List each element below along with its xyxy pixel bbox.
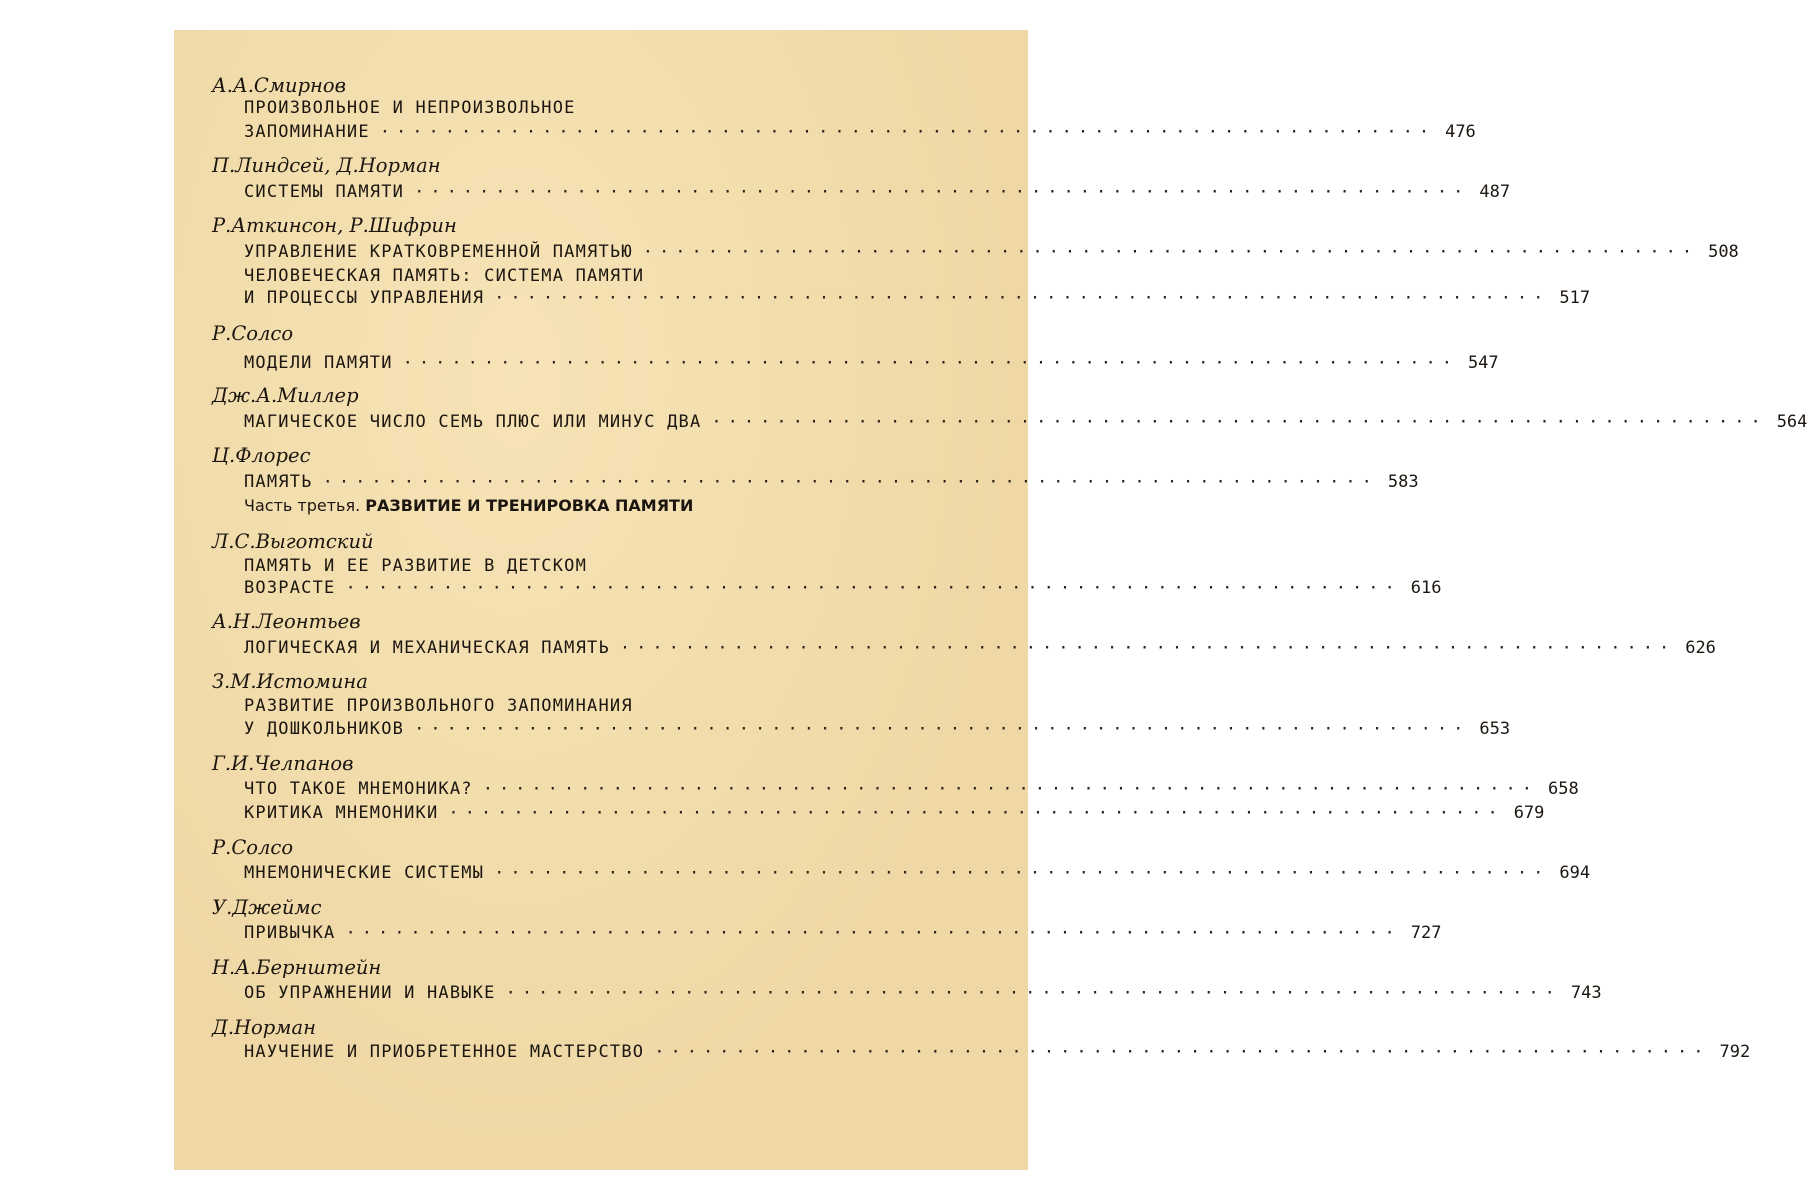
- author-name: Н.А.Бернштейн: [212, 956, 382, 979]
- author-name: А.А.Смирнов: [212, 74, 346, 97]
- toc-entry: [244, 353, 1499, 373]
- page-number: 476: [1445, 122, 1476, 142]
- dot-leader: ·································································: [402, 353, 1458, 373]
- page-number: 653: [1479, 719, 1511, 739]
- page-number: 583: [1387, 472, 1419, 492]
- entry-title: ПАМЯТЬ: [244, 472, 313, 492]
- author-name: Л.С.Выготский: [212, 530, 374, 553]
- dot-leader: ·································································: [322, 472, 1378, 492]
- dot-leader: ·································································: [654, 1042, 1710, 1062]
- page-number: 564: [1776, 412, 1807, 432]
- entry-title: И ПРОЦЕССЫ УПРАВЛЕНИЯ: [244, 288, 485, 308]
- page-number: 792: [1719, 1042, 1751, 1062]
- page-number: 626: [1685, 638, 1716, 658]
- toc-entry: [244, 182, 1511, 202]
- dot-leader: ·································································: [505, 983, 1561, 1003]
- dot-leader: ·································································: [414, 182, 1470, 202]
- toc-entry: [244, 242, 1739, 262]
- entry-title: КРИТИКА МНЕМОНИКИ: [244, 803, 439, 823]
- entry-title: У ДОШКОЛЬНИКОВ: [244, 719, 405, 739]
- author-name: Г.И.Челпанов: [212, 752, 354, 775]
- toc-entry: [244, 803, 1545, 823]
- page-number: 616: [1410, 578, 1442, 598]
- dot-leader: ·································································: [482, 779, 1538, 799]
- toc-entry: [244, 983, 1602, 1003]
- entry-title: УПРАВЛЕНИЕ КРАТКОВРЕМЕННОЙ ПАМЯТЬЮ: [244, 242, 633, 262]
- author-name: З.М.Истомина: [212, 670, 368, 693]
- book-page: [174, 30, 1807, 1170]
- toc-entry: [244, 578, 1442, 598]
- page-number: 727: [1410, 923, 1442, 943]
- entry-title: РАЗВИТИЕ ПРОИЗВОЛЬНОГО ЗАПОМИНАНИЯ: [244, 696, 633, 716]
- dot-leader: ·································································: [494, 288, 1550, 308]
- entry-title: СИСТЕМЫ ПАМЯТИ: [244, 182, 405, 202]
- author-name: Р.Аткинсон, Р.Шифрин: [212, 214, 457, 237]
- page-number: 679: [1513, 803, 1545, 823]
- page-number: 694: [1559, 863, 1591, 883]
- toc-entry: [244, 288, 1591, 308]
- entry-title: МОДЕЛИ ПАМЯТИ: [244, 353, 393, 373]
- entry-title: ОБ УПРАЖНЕНИИ И НАВЫКЕ: [244, 983, 496, 1003]
- dot-leader: ·································································: [345, 923, 1401, 943]
- toc-entry: [244, 1042, 1751, 1062]
- entry-title: ВОЗРАСТЕ: [244, 578, 336, 598]
- author-name: Дж.А.Миллер: [212, 384, 359, 407]
- part-heading: [244, 496, 693, 515]
- page-number: 487: [1479, 182, 1511, 202]
- author-name: А.Н.Леонтьев: [212, 610, 361, 633]
- part-label: Часть третья.: [244, 496, 361, 515]
- dot-leader: ·································································: [345, 578, 1401, 598]
- dot-leader: ·································································: [448, 803, 1504, 823]
- author-name: Ц.Флорес: [212, 444, 311, 467]
- page-number: 508: [1708, 242, 1739, 262]
- entry-title: ЧЕЛОВЕЧЕСКАЯ ПАМЯТЬ: СИСТЕМА ПАМЯТИ: [244, 266, 645, 286]
- dot-leader: ·································································: [379, 122, 1436, 142]
- entry-title: МНЕМОНИЧЕСКИЕ СИСТЕМЫ: [244, 863, 485, 883]
- entry-title: ПРИВЫЧКА: [244, 923, 336, 943]
- toc-entry: [244, 863, 1591, 883]
- author-name: Р.Солсо: [212, 322, 294, 345]
- entry-title: ПРОИЗВОЛЬНОЕ И НЕПРОИЗВОЛЬНОЕ: [244, 98, 576, 118]
- toc-entry: [244, 923, 1442, 943]
- toc-entry: [244, 472, 1419, 492]
- dot-leader: ·································································: [619, 638, 1676, 658]
- dot-leader: ·································································: [642, 242, 1699, 262]
- author-name: Д.Норман: [212, 1016, 316, 1039]
- page-number: 658: [1547, 779, 1579, 799]
- toc-entry: [244, 719, 1511, 739]
- toc-entry: [244, 412, 1807, 432]
- page-number: 547: [1467, 353, 1499, 373]
- author-name: У.Джеймс: [212, 896, 322, 919]
- entry-title: ЧТО ТАКОЕ МНЕМОНИКА?: [244, 779, 473, 799]
- part-title: РАЗВИТИЕ И ТРЕНИРОВКА ПАМЯТИ: [365, 496, 694, 515]
- page-number: 517: [1559, 288, 1591, 308]
- author-name: П.Линдсей, Д.Норман: [212, 154, 441, 177]
- entry-title: ПАМЯТЬ И ЕЕ РАЗВИТИЕ В ДЕТСКОМ: [244, 556, 588, 576]
- toc-entry: [244, 779, 1579, 799]
- page-number: 743: [1570, 983, 1602, 1003]
- entry-title: МАГИЧЕСКОЕ ЧИСЛО СЕМЬ ПЛЮС ИЛИ МИНУС ДВА: [244, 412, 702, 432]
- toc-entry: [244, 122, 1476, 142]
- entry-title: ЛОГИЧЕСКАЯ И МЕХАНИЧЕСКАЯ ПАМЯТЬ: [244, 638, 610, 658]
- toc-entry: [244, 638, 1716, 658]
- entry-title: ЗАПОМИНАНИЕ: [244, 122, 370, 142]
- dot-leader: ·································································: [494, 863, 1550, 883]
- dot-leader: ·································································: [711, 412, 1767, 432]
- entry-title: НАУЧЕНИЕ И ПРИОБРЕТЕННОЕ МАСТЕРСТВО: [244, 1042, 645, 1062]
- author-name: Р.Солсо: [212, 836, 294, 859]
- dot-leader: ·································································: [414, 719, 1470, 739]
